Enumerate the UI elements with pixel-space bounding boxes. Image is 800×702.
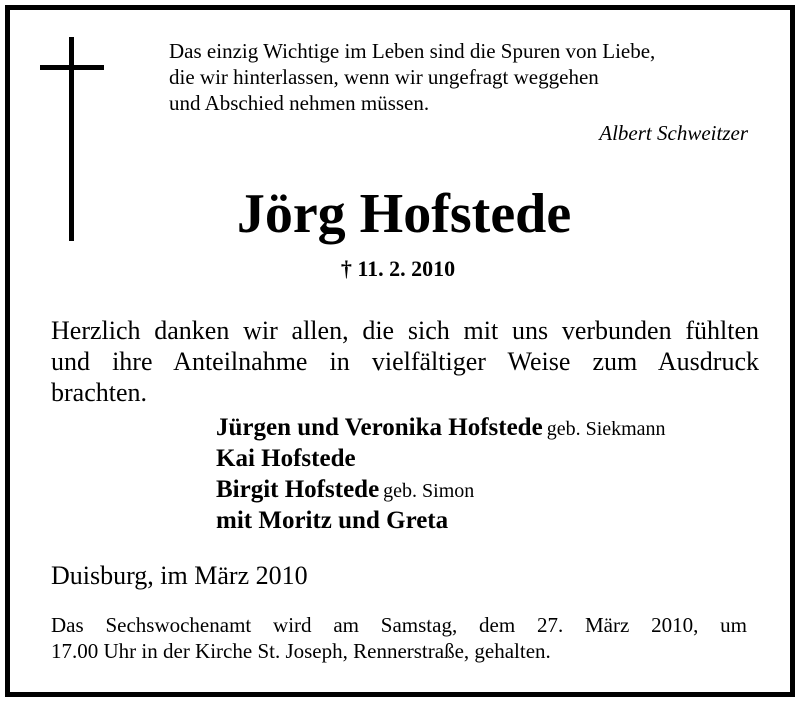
- service-notice: [51, 612, 747, 664]
- place-date: Duisburg, im März 2010: [51, 561, 308, 590]
- quote-line: und Abschied nehmen müssen.: [169, 91, 430, 115]
- deceased-name: [0, 182, 800, 246]
- mourner-entry: [216, 443, 756, 474]
- thanks-line: brachten.: [51, 378, 148, 407]
- service-line: 17.00 Uhr in der Kirche St. Joseph, Rennerstraße, gehalten.: [51, 639, 551, 663]
- quote-line: die wir hinterlassen, wenn wir ungefragt weggehen: [169, 65, 599, 89]
- mourner-name: mit Moritz und Greta: [216, 507, 449, 534]
- mourner-entry: [216, 412, 756, 443]
- quote: [169, 38, 759, 116]
- deceased-name-text: Jörg Hofstede: [236, 183, 572, 245]
- thanks-line: Herzlich danken wir allen, die sich mit uns verbunden fühlten: [51, 316, 759, 345]
- mourner-name: Jürgen und Veronika Hofstede: [216, 414, 543, 441]
- mourner-entry: [216, 505, 756, 536]
- mourner-birth-name: geb. Simon: [383, 480, 475, 502]
- mourner-name: Birgit Hofstede: [216, 476, 380, 503]
- death-date: [0, 255, 800, 283]
- service-line: Das Sechswochenamt wird am Samstag, dem 27. März 2010, um: [51, 613, 747, 637]
- thanks-line: und ihre Anteilnahme in vielfältiger Weise zum Ausdruck: [51, 347, 759, 376]
- death-date-text: † 11. 2. 2010: [340, 256, 456, 281]
- mourner-name: Kai Hofstede: [216, 445, 356, 472]
- quote-author: Albert Schweitzer: [599, 121, 748, 145]
- cross-horizontal-bar: [40, 65, 104, 70]
- thanks-text: [51, 315, 759, 408]
- quote-line: Das einzig Wichtige im Leben sind die Spuren von Liebe,: [169, 39, 656, 63]
- mourner-entry: [216, 474, 756, 505]
- mourner-birth-name: geb. Siekmann: [546, 418, 666, 440]
- mourners-list: [216, 412, 756, 536]
